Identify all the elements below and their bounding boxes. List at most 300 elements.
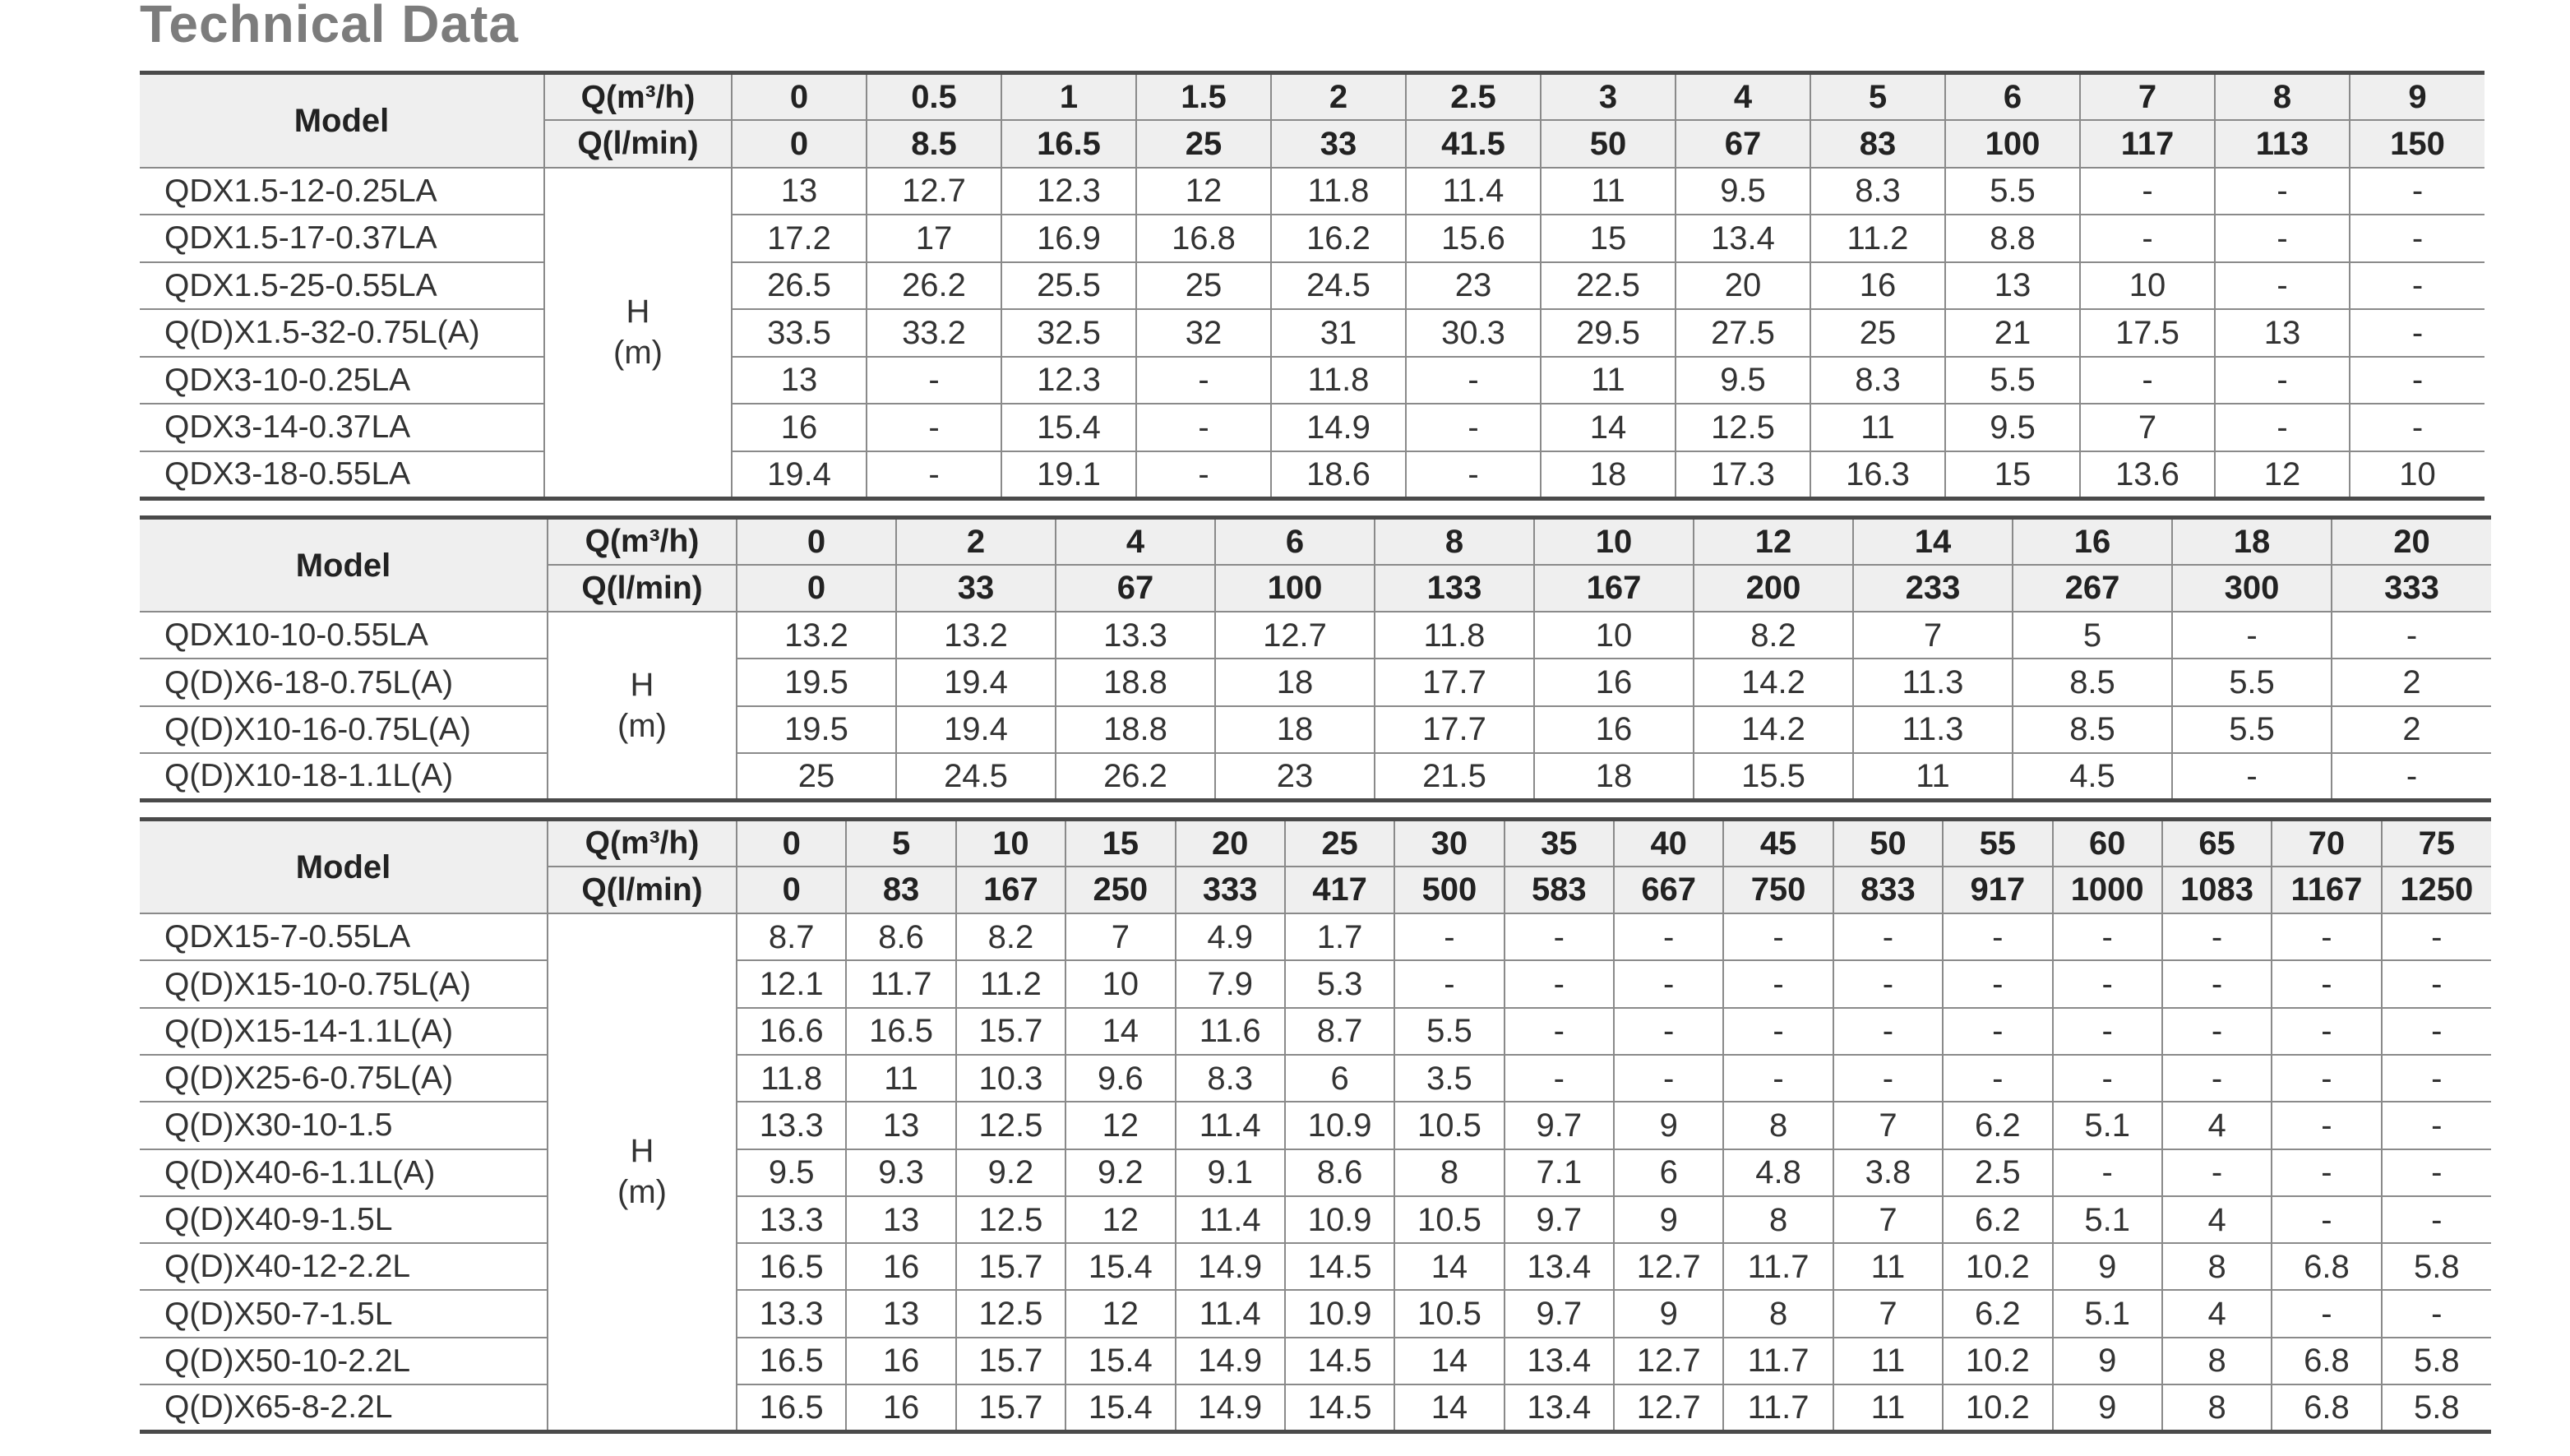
- head-value: -: [1136, 451, 1271, 499]
- flow-lmin-value: 917: [1943, 867, 2052, 913]
- flow-m3h-value: 9: [2350, 73, 2484, 121]
- head-value: 5.1: [2053, 1102, 2162, 1149]
- head-value: 15.5: [1694, 753, 1853, 800]
- head-value: 15: [1541, 215, 1676, 262]
- head-value: 16.5: [737, 1243, 846, 1290]
- head-value: 10: [2080, 262, 2215, 310]
- head-value: -: [2162, 1149, 2272, 1196]
- flow-lmin-value: 300: [2172, 565, 2332, 612]
- head-value: 13.2: [896, 612, 1056, 659]
- head-value: -: [2350, 168, 2484, 215]
- head-value: 5.5: [2172, 706, 2332, 753]
- head-value: 17.7: [1375, 706, 1534, 753]
- head-value: 12.3: [1001, 357, 1136, 404]
- head-value: 11.3: [1853, 659, 2013, 705]
- head-value: 10: [1534, 612, 1694, 659]
- model-name: QDX10-10-0.55LA: [140, 612, 548, 659]
- table-row: [140, 1243, 2491, 1290]
- model-column-header: Model: [140, 518, 548, 612]
- flow-lmin-value: 150: [2350, 120, 2484, 168]
- head-value: 11.4: [1176, 1102, 1285, 1149]
- model-column-header: Model: [140, 820, 548, 914]
- flow-lmin-value: 167: [956, 867, 1065, 913]
- flow-lmin-value: 41.5: [1406, 120, 1541, 168]
- head-value: 13: [846, 1196, 955, 1243]
- head-value: 4.5: [2013, 753, 2172, 800]
- head-value: 21.5: [1375, 753, 1534, 800]
- head-value: 10.9: [1285, 1102, 1394, 1149]
- head-value: 4: [2162, 1290, 2272, 1337]
- head-value: 12: [1065, 1196, 1175, 1243]
- head-value: 26.5: [732, 262, 867, 310]
- head-value: 12.5: [1676, 404, 1810, 451]
- head-value: 19.4: [896, 659, 1056, 705]
- head-value: -: [2080, 168, 2215, 215]
- flow-lmin-value: 0: [737, 867, 846, 913]
- head-value: 12.5: [956, 1102, 1065, 1149]
- head-value: 24.5: [896, 753, 1056, 800]
- table-row: [140, 357, 2484, 404]
- head-value: -: [2350, 262, 2484, 310]
- table-row: [140, 404, 2484, 451]
- head-value: -: [2332, 753, 2491, 800]
- flow-m3h-value: 65: [2162, 820, 2272, 867]
- head-value: 9: [2053, 1243, 2162, 1290]
- model-name: QDX3-18-0.55LA: [140, 451, 544, 499]
- head-value: -: [1614, 960, 1723, 1007]
- head-value: 8: [1394, 1149, 1504, 1196]
- head-value: -: [2162, 913, 2272, 960]
- head-value: -: [1833, 1008, 1943, 1055]
- model-name: QDX3-14-0.37LA: [140, 404, 544, 451]
- head-value: 16.5: [737, 1384, 846, 1431]
- flow-m3h-value: 75: [2382, 820, 2491, 867]
- head-value: 2: [2332, 659, 2491, 705]
- head-value: 12.7: [1614, 1243, 1723, 1290]
- head-value: 6.8: [2272, 1243, 2381, 1290]
- head-value: 12: [1065, 1102, 1175, 1149]
- head-value: 9: [2053, 1338, 2162, 1384]
- head-value: 9.5: [1676, 357, 1810, 404]
- head-value: -: [1833, 1055, 1943, 1102]
- head-value: 16: [1534, 659, 1694, 705]
- head-value: 10.5: [1394, 1102, 1504, 1149]
- head-value: 13: [732, 168, 867, 215]
- head-value: 16: [1534, 706, 1694, 753]
- spec-table-1: [140, 71, 2484, 501]
- head-value: 19.5: [737, 706, 896, 753]
- head-value: -: [1943, 1008, 2052, 1055]
- head-value: 7: [1065, 913, 1175, 960]
- head-value: 9.5: [1945, 404, 2080, 451]
- head-value: 33.5: [732, 309, 867, 357]
- flow-lmin-value: 67: [1056, 565, 1215, 612]
- model-name: Q(D)X40-12-2.2L: [140, 1243, 548, 1290]
- head-value: -: [1833, 913, 1943, 960]
- head-value: -: [2080, 357, 2215, 404]
- flow-lmin-label: Q(l/min): [544, 120, 732, 168]
- flow-lmin-value: 333: [1176, 867, 1285, 913]
- head-value: 26.2: [1056, 753, 1215, 800]
- head-value: -: [2382, 913, 2491, 960]
- table-row: [140, 168, 2484, 215]
- head-value: 11: [1810, 404, 1945, 451]
- flow-m3h-value: 10: [1534, 518, 1694, 565]
- header-row-flow-m3h: [140, 820, 2491, 867]
- flow-m3h-value: 0: [732, 73, 867, 121]
- head-value: 8.7: [1285, 1008, 1394, 1055]
- head-value: 17: [867, 215, 1001, 262]
- head-value: 10.5: [1394, 1290, 1504, 1337]
- head-value: -: [1723, 1055, 1833, 1102]
- head-value: 16: [846, 1338, 955, 1384]
- flow-lmin-value: 267: [2013, 565, 2172, 612]
- model-name: Q(D)X15-14-1.1L(A): [140, 1008, 548, 1055]
- head-value: 7: [1833, 1196, 1943, 1243]
- flow-lmin-value: 750: [1723, 867, 1833, 913]
- head-value: 13.2: [737, 612, 896, 659]
- head-value: 9: [1614, 1196, 1723, 1243]
- head-value: 4: [2162, 1196, 2272, 1243]
- flow-m3h-value: 14: [1853, 518, 2013, 565]
- table-row: [140, 215, 2484, 262]
- head-value: 14.9: [1176, 1243, 1285, 1290]
- head-value: -: [1505, 913, 1614, 960]
- flow-m3h-value: 8: [2215, 73, 2350, 121]
- head-value: -: [2215, 215, 2350, 262]
- head-value: 6: [1285, 1055, 1394, 1102]
- head-value: 9.7: [1505, 1196, 1614, 1243]
- flow-lmin-value: 583: [1505, 867, 1614, 913]
- head-value: 29.5: [1541, 309, 1676, 357]
- model-name: Q(D)X15-10-0.75L(A): [140, 960, 548, 1007]
- head-value: 11: [1541, 168, 1676, 215]
- head-unit: (m): [617, 1174, 667, 1211]
- head-value: 8.7: [737, 913, 846, 960]
- flow-lmin-value: 8.5: [867, 120, 1001, 168]
- model-name: Q(D)X6-18-0.75L(A): [140, 659, 548, 705]
- flow-m3h-label: Q(m³/h): [548, 518, 737, 565]
- model-name: QDX1.5-17-0.37LA: [140, 215, 544, 262]
- flow-lmin-value: 16.5: [1001, 120, 1136, 168]
- head-value: 4.8: [1723, 1149, 1833, 1196]
- head-value: -: [1833, 960, 1943, 1007]
- head-value: -: [2162, 1055, 2272, 1102]
- flow-m3h-value: 20: [2332, 518, 2491, 565]
- head-value: 17.3: [1676, 451, 1810, 499]
- model-name: Q(D)X40-9-1.5L: [140, 1196, 548, 1243]
- head-value: 15.4: [1065, 1384, 1175, 1431]
- head-unit-label: [544, 168, 732, 499]
- head-value: 16: [732, 404, 867, 451]
- head-value: -: [2272, 1290, 2381, 1337]
- head-value: 12.5: [956, 1290, 1065, 1337]
- head-value: 15.4: [1065, 1338, 1175, 1384]
- head-value: 3.5: [1394, 1055, 1504, 1102]
- head-value: 10: [2350, 451, 2484, 499]
- head-value: 11: [1833, 1338, 1943, 1384]
- head-value: -: [2172, 612, 2332, 659]
- head-value: 5.8: [2382, 1384, 2491, 1431]
- head-value: 9.5: [1676, 168, 1810, 215]
- flow-m3h-value: 1: [1001, 73, 1136, 121]
- model-name: Q(D)X50-10-2.2L: [140, 1338, 548, 1384]
- head-value: 8.5: [2013, 659, 2172, 705]
- head-value: 7: [1833, 1290, 1943, 1337]
- head-value: -: [2053, 1008, 2162, 1055]
- flow-lmin-value: 1000: [2053, 867, 2162, 913]
- head-value: 5.5: [1945, 357, 2080, 404]
- flow-m3h-value: 12: [1694, 518, 1853, 565]
- head-value: 9.6: [1065, 1055, 1175, 1102]
- table-row: [140, 1196, 2491, 1243]
- head-value: 23: [1215, 753, 1375, 800]
- head-value: 3.8: [1833, 1149, 1943, 1196]
- head-value: 5.1: [2053, 1290, 2162, 1337]
- head-value: -: [2080, 215, 2215, 262]
- head-value: 23: [1406, 262, 1541, 310]
- head-value: 5.5: [1945, 168, 2080, 215]
- table-row: [140, 913, 2491, 960]
- head-value: -: [1136, 404, 1271, 451]
- flow-m3h-value: 8: [1375, 518, 1534, 565]
- head-value: -: [1614, 1008, 1723, 1055]
- flow-lmin-value: 33: [896, 565, 1056, 612]
- head-value: 8.3: [1810, 168, 1945, 215]
- head-value: 24.5: [1271, 262, 1406, 310]
- head-value: 11: [846, 1055, 955, 1102]
- head-value: 1.7: [1285, 913, 1394, 960]
- head-value: 13.4: [1505, 1338, 1614, 1384]
- flow-lmin-value: 50: [1541, 120, 1676, 168]
- model-name: QDX1.5-25-0.55LA: [140, 262, 544, 310]
- head-value: -: [867, 404, 1001, 451]
- head-value: 9.3: [846, 1149, 955, 1196]
- head-value: 18: [1541, 451, 1676, 499]
- head-value: -: [2272, 1149, 2381, 1196]
- flow-m3h-value: 70: [2272, 820, 2381, 867]
- head-value: -: [1723, 960, 1833, 1007]
- flow-m3h-value: 60: [2053, 820, 2162, 867]
- head-value: 32.5: [1001, 309, 1136, 357]
- head-value: -: [2053, 1149, 2162, 1196]
- head-value: 8.2: [1694, 612, 1853, 659]
- head-value: 5.3: [1285, 960, 1394, 1007]
- head-value: -: [1136, 357, 1271, 404]
- flow-lmin-value: 133: [1375, 565, 1534, 612]
- head-value: -: [2350, 404, 2484, 451]
- flow-lmin-value: 833: [1833, 867, 1943, 913]
- head-value: 16.2: [1271, 215, 1406, 262]
- head-value: 14.9: [1176, 1384, 1285, 1431]
- flow-lmin-value: 667: [1614, 867, 1723, 913]
- head-value: 13.3: [737, 1102, 846, 1149]
- flow-m3h-value: 55: [1943, 820, 2052, 867]
- flow-m3h-value: 45: [1723, 820, 1833, 867]
- head-value: 25: [1136, 262, 1271, 310]
- head-value: -: [2272, 913, 2381, 960]
- flow-lmin-value: 200: [1694, 565, 1853, 612]
- head-unit-label: [548, 612, 737, 800]
- head-value: 15: [1945, 451, 2080, 499]
- head-value: 11.3: [1853, 706, 2013, 753]
- head-value: -: [1406, 451, 1541, 499]
- flow-lmin-value: 250: [1065, 867, 1175, 913]
- head-value: 12: [2215, 451, 2350, 499]
- head-value: 11.6: [1176, 1008, 1285, 1055]
- flow-m3h-value: 4: [1676, 73, 1810, 121]
- head-value: 7: [2080, 404, 2215, 451]
- head-value: -: [1723, 913, 1833, 960]
- head-value: 11.7: [846, 960, 955, 1007]
- flow-lmin-value: 1167: [2272, 867, 2381, 913]
- head-value: 9.7: [1505, 1102, 1614, 1149]
- head-value: -: [2382, 1008, 2491, 1055]
- head-value: 6.8: [2272, 1384, 2381, 1431]
- head-value: 18.6: [1271, 451, 1406, 499]
- head-value: 16: [846, 1384, 955, 1431]
- head-value: -: [2382, 1196, 2491, 1243]
- header-row-flow-m3h: [140, 73, 2484, 121]
- flow-m3h-value: 2: [1271, 73, 1406, 121]
- head-value: 18.8: [1056, 706, 1215, 753]
- head-value: 8: [2162, 1243, 2272, 1290]
- head-value: 6: [1614, 1149, 1723, 1196]
- model-name: Q(D)X50-7-1.5L: [140, 1290, 548, 1337]
- head-value: -: [2382, 1055, 2491, 1102]
- head-value: 10.9: [1285, 1196, 1394, 1243]
- table-row: [140, 309, 2484, 357]
- head-value: 9.2: [956, 1149, 1065, 1196]
- table-row: [140, 612, 2491, 659]
- table-row: [140, 960, 2491, 1007]
- flow-lmin-label: Q(l/min): [548, 867, 737, 913]
- flow-lmin-value: 117: [2080, 120, 2215, 168]
- head-value: -: [1723, 1008, 1833, 1055]
- model-name: Q(D)X10-16-0.75L(A): [140, 706, 548, 753]
- head-value: 12.5: [956, 1196, 1065, 1243]
- header-row-flow-m3h: [140, 518, 2491, 565]
- head-value: 10.2: [1943, 1243, 2052, 1290]
- table-row: [140, 1290, 2491, 1337]
- head-value: -: [2382, 1102, 2491, 1149]
- head-value: 8: [1723, 1290, 1833, 1337]
- table-row: [140, 659, 2491, 705]
- flow-m3h-value: 5: [846, 820, 955, 867]
- table-row: [140, 706, 2491, 753]
- head-value: 15.4: [1065, 1243, 1175, 1290]
- head-value: 8: [2162, 1384, 2272, 1431]
- head-value: 11.4: [1176, 1290, 1285, 1337]
- table-row: [140, 1055, 2491, 1102]
- table-row: [140, 262, 2484, 310]
- head-value: -: [1614, 913, 1723, 960]
- head-value: 25: [737, 753, 896, 800]
- head-value: -: [2215, 404, 2350, 451]
- head-value: 10.2: [1943, 1384, 2052, 1431]
- flow-m3h-label: Q(m³/h): [544, 73, 732, 121]
- model-name: QDX3-10-0.25LA: [140, 357, 544, 404]
- flow-m3h-value: 0: [737, 518, 896, 565]
- head-value: 5.8: [2382, 1338, 2491, 1384]
- head-value: 2: [2332, 706, 2491, 753]
- head-value: -: [1943, 1055, 2052, 1102]
- model-name: Q(D)X40-6-1.1L(A): [140, 1149, 548, 1196]
- head-value: 9.5: [737, 1149, 846, 1196]
- head-value: 7.1: [1505, 1149, 1614, 1196]
- flow-lmin-label: Q(l/min): [548, 565, 737, 612]
- head-value: 7: [1853, 612, 2013, 659]
- head-value: 13.6: [2080, 451, 2215, 499]
- head-value: 13.3: [1056, 612, 1215, 659]
- head-value: 10.5: [1394, 1196, 1504, 1243]
- table-row: [140, 753, 2491, 800]
- head-value: 17.7: [1375, 659, 1534, 705]
- head-value: 10.3: [956, 1055, 1065, 1102]
- head-value: 11.8: [1375, 612, 1534, 659]
- head-value: -: [1505, 960, 1614, 1007]
- head-value: 19.4: [896, 706, 1056, 753]
- head-value: 15.7: [956, 1243, 1065, 1290]
- head-value: 15.6: [1406, 215, 1541, 262]
- flow-m3h-value: 18: [2172, 518, 2332, 565]
- head-value: -: [2272, 1196, 2381, 1243]
- head-value: 18: [1215, 706, 1375, 753]
- head-label: H: [630, 1133, 654, 1170]
- head-value: 11.2: [1810, 215, 1945, 262]
- head-value: 11: [1541, 357, 1676, 404]
- head-value: 5.5: [1394, 1008, 1504, 1055]
- head-value: 15.7: [956, 1008, 1065, 1055]
- head-value: -: [1614, 1055, 1723, 1102]
- flow-lmin-value: 100: [1945, 120, 2080, 168]
- table-row: [140, 1149, 2491, 1196]
- head-value: 11: [1833, 1384, 1943, 1431]
- head-value: 8.6: [1285, 1149, 1394, 1196]
- head-value: -: [2053, 1055, 2162, 1102]
- flow-m3h-value: 4: [1056, 518, 1215, 565]
- flow-lmin-value: 0: [732, 120, 867, 168]
- head-value: -: [2350, 357, 2484, 404]
- flow-m3h-value: 5: [1810, 73, 1945, 121]
- head-value: 30.3: [1406, 309, 1541, 357]
- head-unit: (m): [617, 707, 667, 744]
- table-row: [140, 1008, 2491, 1055]
- head-value: -: [1406, 404, 1541, 451]
- spec-table-2: [140, 515, 2491, 802]
- head-value: 13: [1945, 262, 2080, 310]
- flow-m3h-value: 2: [896, 518, 1056, 565]
- head-value: 18.8: [1056, 659, 1215, 705]
- flow-m3h-label: Q(m³/h): [548, 820, 737, 867]
- head-value: -: [2350, 215, 2484, 262]
- flow-lmin-value: 67: [1676, 120, 1810, 168]
- head-value: 12: [1065, 1290, 1175, 1337]
- head-value: 14: [1394, 1384, 1504, 1431]
- head-value: 10: [1065, 960, 1175, 1007]
- head-unit: (m): [613, 335, 663, 371]
- head-value: 5.5: [2172, 659, 2332, 705]
- model-name: Q(D)X10-18-1.1L(A): [140, 753, 548, 800]
- model-column-header: Model: [140, 73, 544, 168]
- head-value: 5: [2013, 612, 2172, 659]
- head-value: 9.1: [1176, 1149, 1285, 1196]
- head-value: 20: [1676, 262, 1810, 310]
- head-value: 12.7: [867, 168, 1001, 215]
- head-value: -: [2272, 1008, 2381, 1055]
- head-value: 12.1: [737, 960, 846, 1007]
- flow-m3h-value: 1.5: [1136, 73, 1271, 121]
